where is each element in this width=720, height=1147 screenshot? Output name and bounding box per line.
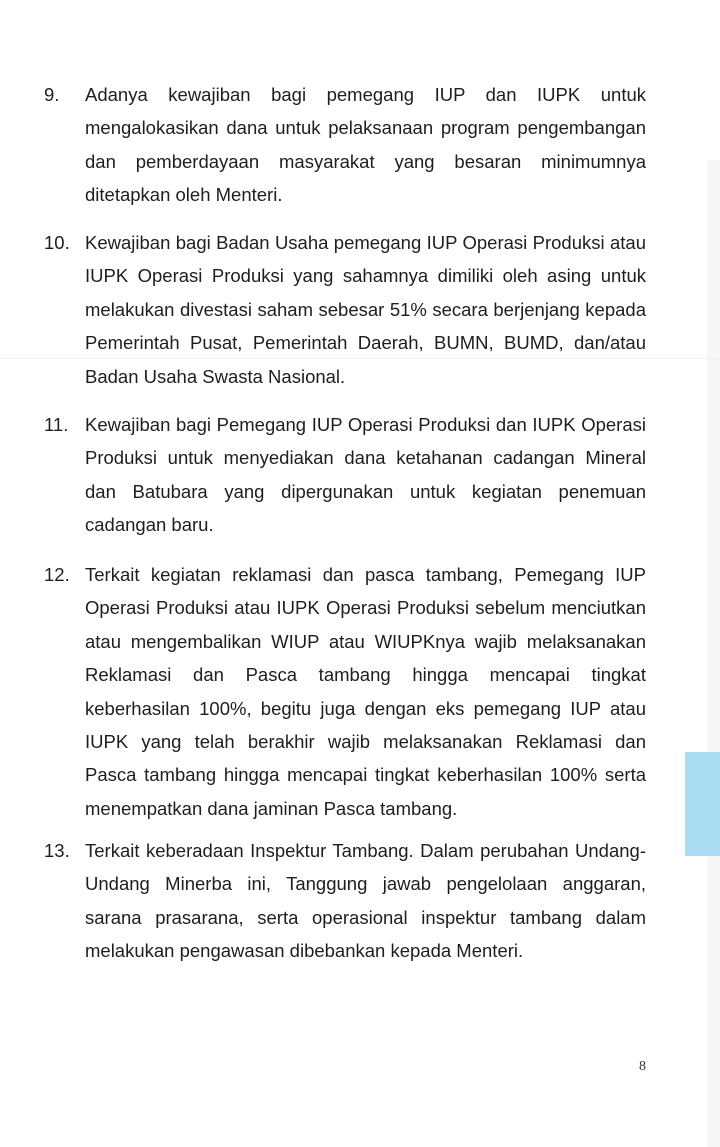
page-number: 8 [639,1059,646,1074]
scrollbar-thumb[interactable] [685,752,720,856]
item-text: Terkait kegiatan reklamasi dan pasca tambang, Pemegang IUP Operasi Produksi atau IUPK Operasi Produksi sebelum menciutkan atau mengembalikan WIUP atau WIUPKnya wajib melaksanakan Reklamasi dan Pasca tambang hingga mencapai tingkat keberhasilan 100%, begitu juga dengan eks pemegang IUP atau IUPK yang telah berakhir wajib melaksanakan Reklamasi dan Pasca tambang hingga mencapai tingkat keberhasilan 100% serta menempatkan dana jaminan Pasca tambang. [85,564,646,819]
item-text: Terkait keberadaan Inspektur Tambang. Dalam perubahan Undang-Undang Minerba ini, Tanggung jawab pengelolaan anggaran, sarana prasarana, serta operasional inspektur tambang dalam melakukan pengawasan dibebankan kepada Menteri. [85,840,646,962]
item-number: 13. [44,840,70,861]
item-number: 11. [44,414,69,435]
item-text: Kewajiban bagi Badan Usaha pemegang IUP Operasi Produksi atau IUPK Operasi Produksi yang sahamnya dimiliki oleh asing untuk melakukan divestasi saham sebesar 51% secara berjenjang kepada Pemerintah Pusat, Pemerintah Daerah, BUMN, BUMD, dan/atau Badan Usaha Swasta Nasional. [85,232,646,387]
item-text: Kewajiban bagi Pemegang IUP Operasi Produksi dan IUPK Operasi Produksi untuk menyediakan dana ketahanan cadangan Mineral dan Batubara yang dipergunakan untuk kegiatan penemuan cadangan baru. [85,414,646,536]
item-number: 9. [44,84,60,105]
item-number: 10. [44,232,70,253]
scroll-track[interactable] [707,160,720,1147]
item-text: Adanya kewajiban bagi pemegang IUP dan IUPK untuk mengalokasikan dana untuk pelaksanaan program pengembangan dan pemberdayaan masyarakat yang besaran minimumnya ditetapkan oleh Menteri. [85,84,646,206]
item-number: 12. [44,564,70,585]
